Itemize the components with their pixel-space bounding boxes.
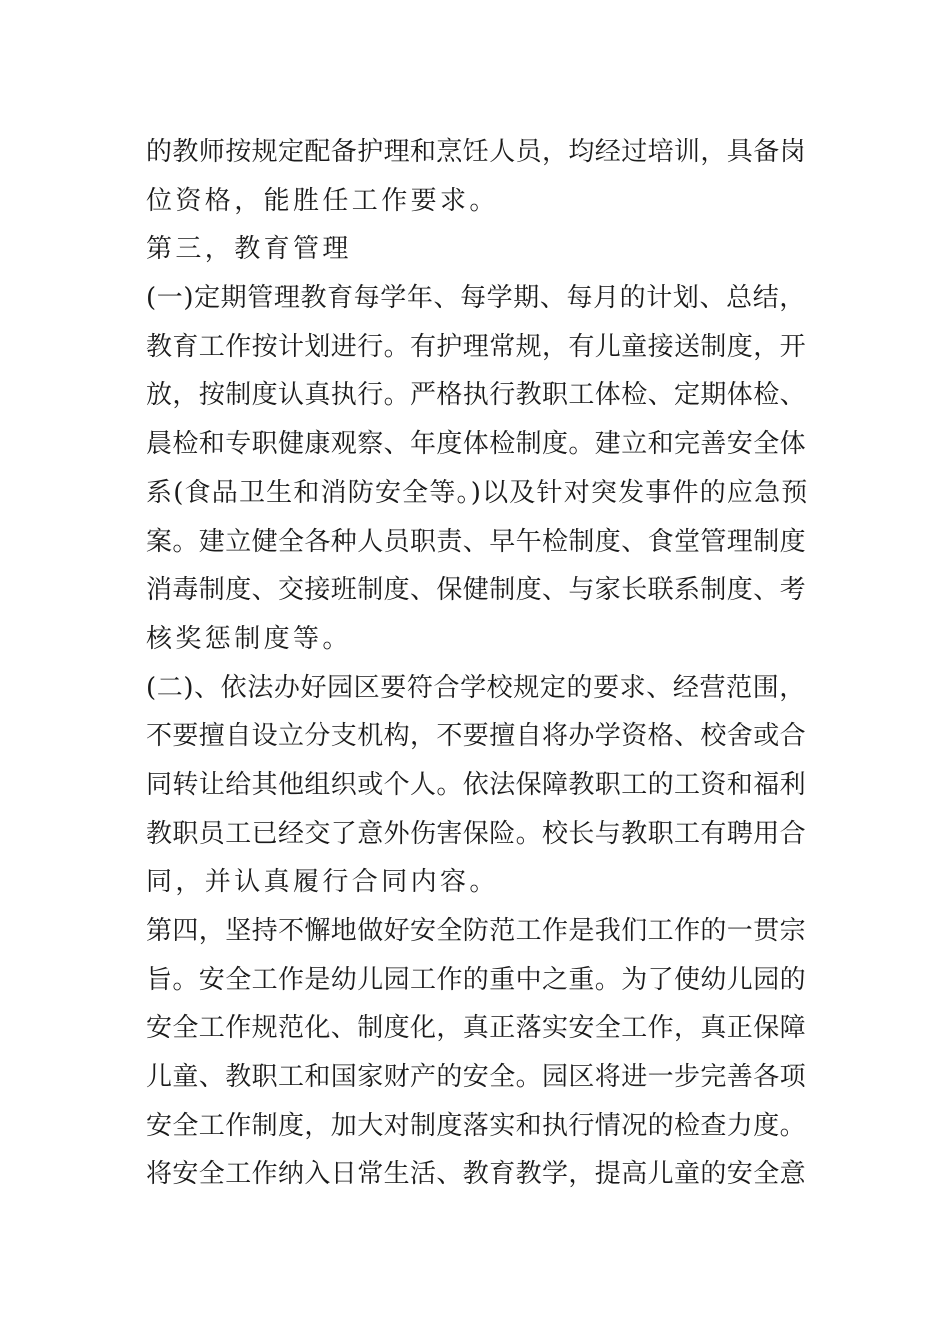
text-line: 案。建立健全各种人员职责、早午检制度、食堂管理制度 — [146, 526, 807, 557]
text-line: 旨。安全工作是幼儿园工作的重中之重。为了使幼儿园的 — [146, 964, 807, 995]
text-line: 不要擅自设立分支机构，不要擅自将办学资格、校舍或合 — [146, 721, 807, 752]
text-line: 同，并认真履行合同内容。 — [146, 867, 499, 898]
text-line: 核奖惩制度等。 — [146, 623, 352, 654]
text-line: 安全工作制度，加大对制度落实和执行情况的检查力度。 — [146, 1110, 807, 1141]
text-line: 消毒制度、交接班制度、保健制度、与家长联系制度、考 — [146, 575, 807, 606]
text-line: 安全工作规范化、制度化，真正落实安全工作，真正保障 — [146, 1013, 807, 1044]
text-line: 同转让给其他组织或个人。依法保障教职工的工资和福利 — [146, 769, 807, 800]
text-line: 的教师按规定配备护理和烹饪人员，均经过培训，具备岗 — [146, 137, 807, 167]
text-line: 位资格，能胜任工作要求。 — [146, 185, 499, 216]
text-line: 第四，坚持不懈地做好安全防范工作是我们工作的一贯宗 — [146, 916, 807, 946]
text-line: (一)定期管理教育每学年、每学期、每月的计划、总结， — [146, 283, 806, 314]
text-line: 将安全工作纳入日常生活、教育教学，提高儿童的安全意 — [146, 1159, 807, 1190]
text-line: 教育工作按计划进行。有护理常规，有儿童接送制度，开 — [146, 331, 807, 362]
text-line: 晨检和专职健康观察、年度体检制度。建立和完善安全体 — [146, 429, 807, 460]
text-line: 教职员工已经交了意外伤害保险。校长与教职工有聘用合 — [146, 818, 807, 849]
text-line: 放，按制度认真执行。严格执行教职工体检、定期体检、 — [146, 380, 807, 411]
document-body — [146, 128, 810, 1199]
text-line: 系(食品卫生和消防安全等。)以及针对突发事件的应急预 — [146, 477, 809, 508]
text-line: (二)、依法办好园区要符合学校规定的要求、经营范围， — [146, 672, 806, 703]
text-line: 儿童、教职工和国家财产的安全。园区将进一步完善各项 — [146, 1062, 807, 1093]
section-heading: 第三，教育管理 — [146, 234, 352, 265]
